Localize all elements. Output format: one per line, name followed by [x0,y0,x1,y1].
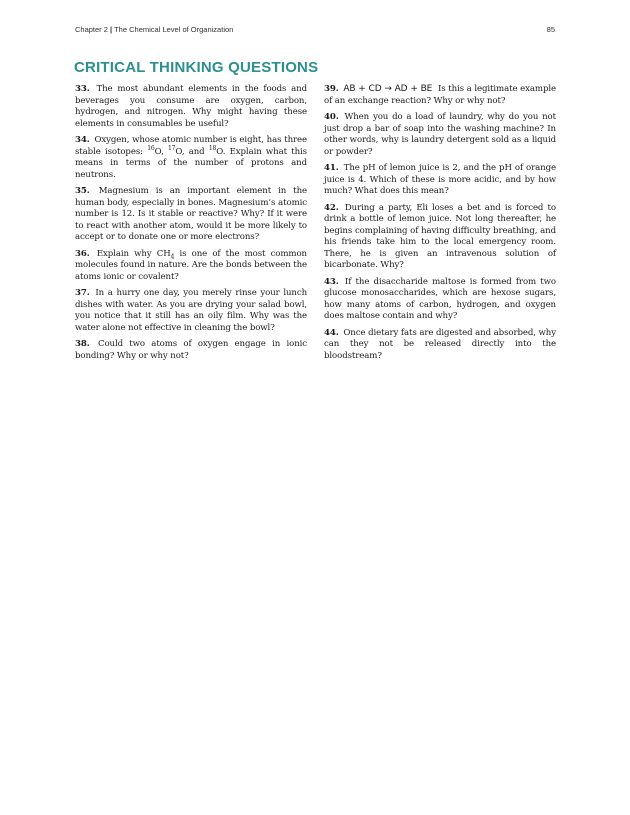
chapter-label: Chapter 2 [75,25,108,34]
question-text: If the disaccharide maltose is formed from two glucose monosaccharides, which are hexose sugars, how many atoms of carbon, hydrogen, and oxygen does maltose contain and why? [324,276,556,321]
question-number: 42. [324,202,339,213]
question-text: Explain why CH [96,248,171,259]
question-text-continued: is one of the most common molecules found in nature. Are the bonds between the atoms ionic or covalent? [75,248,307,282]
question-number: 35. [75,186,90,196]
chapter-title: The Chemical Level of Organization [114,25,234,34]
isotope-symbol: O, [154,146,168,157]
question-33 [75,84,307,130]
question-34 [75,135,307,181]
question-number: 39. [324,84,339,94]
question-number: 40. [324,112,339,122]
question-text: Oxygen, whose atomic number is eight, has three stable isotopes: [75,135,307,157]
question-number: 37. [75,288,90,298]
section-title: CRITICAL THINKING QUESTIONS [74,59,319,76]
question-number: 38. [75,339,90,349]
question-number: 34. [75,135,90,145]
formula-subscript: 4 [170,253,175,261]
question-text: The pH of lemon juice is 2, and the pH of orange juice is 4. Which of these is more acidic, and by how much? What does this mean? [324,163,556,196]
question-36 [75,249,307,284]
question-text: Once dietary fats are digested and absorbed, why can they not be released directly into the bloodstream? [324,327,556,361]
question-text: In a hurry one day, you merely rinse your lunch dishes with water. As you are drying your salad bowl, you notice that it still has an oily film. Why was the water alone not effective in cleaning the bowl? [75,288,308,333]
question-text: During a party, Eli loses a bet and is forced to drink a bottle of lemon juice. Not long thereafter, he begins complaining of having difficulty breathing, and his friends take him to the local emergency room. There, he is given an intravenous solution of bicarbonate. Why? [324,202,556,270]
question-number: 33. [75,84,90,94]
isotope-symbol: O, and [175,146,209,157]
mass-number-18: 18 [208,144,217,152]
question-number: 41. [324,163,339,173]
question-42 [324,203,556,272]
mass-number-17: 17 [167,144,176,152]
question-35 [75,186,307,244]
question-44 [324,328,556,363]
mass-number-16: 16 [147,144,155,152]
question-40 [324,112,556,158]
question-text: Could two atoms of oxygen engage in ionic bonding? Why or why not? [75,339,307,361]
page-number: 85 [546,25,555,34]
question-number: 44. [324,327,339,338]
question-number: 43. [324,276,339,287]
left-column [75,84,307,367]
header-separator: | [110,25,113,34]
right-column [324,84,556,367]
reaction-equation: AB + CD → AD + BE [343,84,433,94]
running-head [75,25,233,34]
question-text-continued: O. Explain what this means in terms of the number of protons and neutrons. [75,146,307,180]
question-41 [324,163,556,198]
question-43 [324,277,556,323]
question-text: Magnesium is an important element in the human body, especially in bones. Magnesium’s atomic number is 12. Is it stable or reactive? Why? If it were to react with another atom, would it be more likely to accept or to donate one or more electrons? [75,186,307,242]
question-number: 36. [75,248,90,259]
page-header [75,25,555,34]
question-text: When you do a load of laundry, why do you not just drop a bar of soap into the washing machine? In other words, why is laundry detergent sold as a liquid or powder? [324,112,556,157]
question-text: The most abundant elements in the foods and beverages you consume are oxygen, carbon, hydrogen, and nitrogen. Why might having these elements in consumables be useful? [75,84,307,129]
question-37 [75,288,307,334]
question-38 [75,339,307,362]
question-39 [324,84,556,107]
question-text: Is this a legitimate example of an exchange reaction? Why or why not? [324,84,556,106]
